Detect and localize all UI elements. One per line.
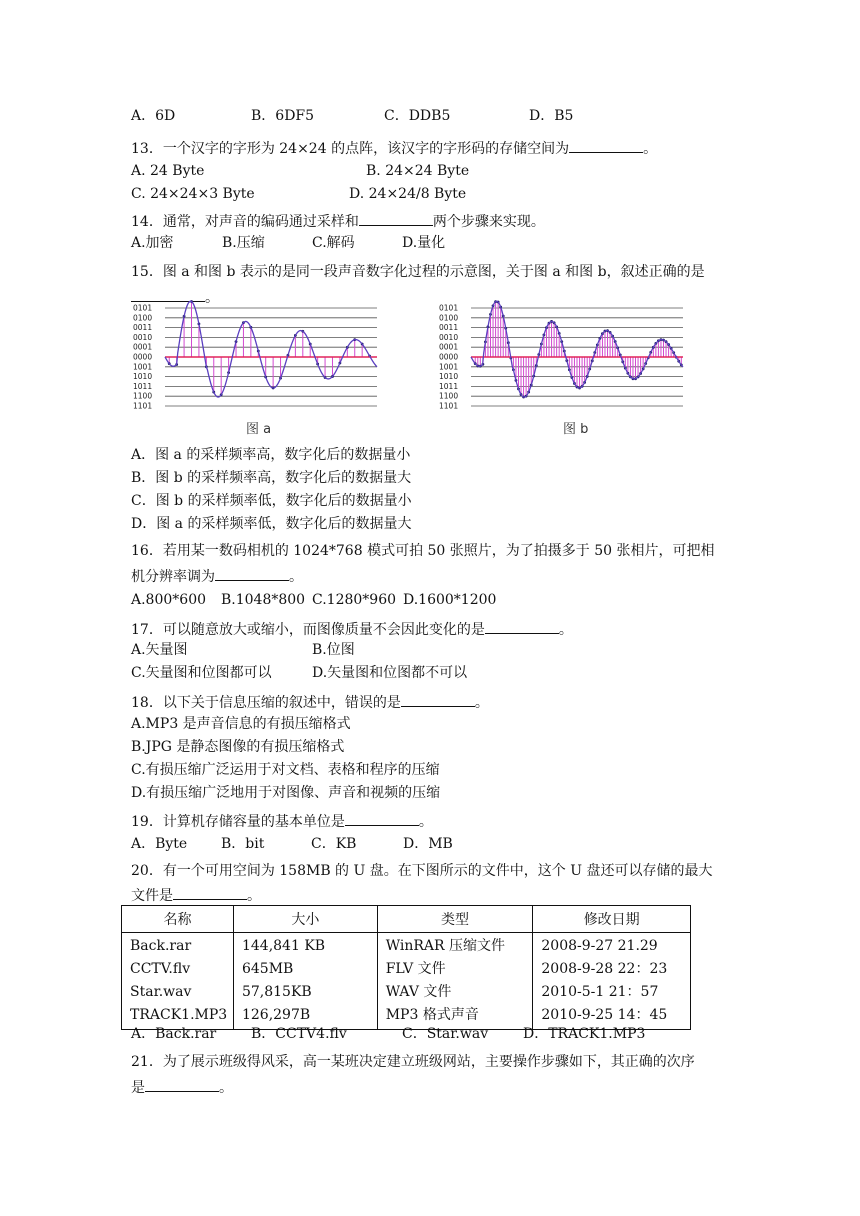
- y-tick-label: 0001: [133, 342, 153, 352]
- q18-stem: [131, 692, 489, 712]
- figure-a-caption: 图 a: [246, 422, 272, 437]
- q17-answer-blank: [485, 619, 559, 634]
- y-tick-label: 0100: [133, 313, 153, 323]
- q18-option-c: C.有损压缩广泛运用于对文档、表格和程序的压缩: [131, 762, 440, 778]
- q17-option-b: B.位图: [312, 642, 355, 658]
- y-tick-label: 0010: [439, 332, 459, 342]
- q19-stem: [131, 811, 433, 831]
- q14-stem-end: 两个步骤来实现。: [432, 214, 545, 230]
- q18-option-d: D.有损压缩广泛地用于对图像、声音和视频的压缩: [131, 785, 441, 801]
- y-tick-label: 0101: [439, 303, 459, 313]
- file-name: Back.rar: [122, 933, 234, 961]
- q16-stem-text: 机分辨率调为: [131, 569, 215, 585]
- q12-option-b: B．6DF5: [251, 108, 315, 124]
- q12-option-c: C．DDB5: [384, 108, 451, 124]
- q20-option-b: B．CCTV4.flv: [251, 1026, 347, 1042]
- q17-stem: [131, 619, 573, 639]
- y-tick-label: 1101: [133, 401, 153, 411]
- q13-stem: [131, 138, 657, 158]
- y-tick-label: 0010: [133, 332, 153, 342]
- q15-option-a: A．图 a 的采样频率高，数字化后的数据量小: [131, 447, 411, 463]
- q20-stem: 20．有一个可用空间为 158MB 的 U 盘。在下图所示的文件中，这个 U 盘还可以存储的最大: [131, 863, 713, 879]
- table-row: [122, 983, 691, 1006]
- q15-stem: 15．图 a 和图 b 表示的是同一段声音数字化过程的示意图，关于图 a 和图 b，叙述正确的是: [131, 264, 705, 280]
- waveform-figure-b: [437, 300, 689, 416]
- file-name: Star.wav: [122, 983, 234, 1006]
- file-size: 126,297B: [233, 1006, 377, 1030]
- q21-stem: 21．为了展示班级得风采，高一某班决定建立班级网站，主要操作步骤如下，其正确的次序: [131, 1054, 695, 1070]
- q13-option-d: D. 24×24/8 Byte: [349, 186, 467, 202]
- y-tick-label: 1010: [439, 372, 459, 382]
- file-list-table: [121, 905, 691, 1030]
- file-date: 2010-5-1 21：57: [533, 983, 691, 1006]
- y-tick-label: 1011: [439, 381, 459, 391]
- q21-answer-blank: [145, 1077, 219, 1092]
- file-name: TRACK1.MP3: [122, 1006, 234, 1030]
- column-header-size: 大小: [233, 906, 377, 933]
- q20-option-c: C．Star.wav: [402, 1026, 489, 1042]
- q20-stem-line2: [131, 885, 261, 905]
- q16-answer-blank: [215, 566, 289, 581]
- q19-answer-blank: [345, 811, 419, 826]
- q18-option-a: A.MP3 是声音信息的有损压缩格式: [131, 716, 351, 732]
- q17-option-a: A.矢量图: [131, 642, 188, 658]
- file-size: 645MB: [233, 960, 377, 983]
- q21-stem-line2: [131, 1077, 233, 1097]
- file-type: WAV 文件: [377, 983, 533, 1006]
- q16-option-b: B.1048*800: [221, 592, 306, 608]
- q17-stem-end: 。: [558, 622, 573, 638]
- q13-stem-text: 13．一个汉字的字形为 24×24 的点阵，该汉字的字形码的存储空间为: [131, 141, 570, 157]
- q16-stem: 16．若用某一数码相机的 1024*768 模式可拍 50 张照片，为了拍摄多于 50 张相片，可把相: [131, 543, 715, 559]
- y-tick-label: 0011: [439, 323, 459, 333]
- q13-option-a: A. 24 Byte: [131, 163, 205, 179]
- file-name: CCTV.flv: [122, 960, 234, 983]
- q16-stem-end: 。: [289, 569, 303, 585]
- q19-stem-text: 19．计算机存储容量的基本单位是: [131, 814, 345, 830]
- waveform-figure-a: [131, 300, 383, 416]
- y-tick-label: 1101: [439, 401, 459, 411]
- column-header-date: 修改日期: [533, 906, 691, 933]
- q16-option-c: C.1280*960: [312, 592, 397, 608]
- q20-stem-text: 文件是: [131, 888, 173, 904]
- y-tick-label: 0000: [133, 352, 153, 362]
- y-tick-label: 0101: [133, 303, 153, 313]
- y-tick-label: 1100: [439, 391, 459, 401]
- q13-option-c: C. 24×24×3 Byte: [131, 186, 255, 202]
- q19-option-b: B．bit: [221, 836, 265, 852]
- q21-stem-end: 。: [219, 1080, 233, 1096]
- q15-option-b: B．图 b 的采样频率高，数字化后的数据量大: [131, 470, 412, 486]
- q13-stem-end: 。: [643, 141, 658, 157]
- q14-stem: [131, 211, 545, 231]
- file-type: FLV 文件: [377, 960, 533, 983]
- q16-option-d: D.1600*1200: [403, 592, 497, 608]
- column-header-type: 类型: [377, 906, 533, 933]
- q13-option-b: B. 24×24 Byte: [366, 163, 470, 179]
- y-tick-label: 0100: [439, 313, 459, 323]
- table-row: [122, 933, 691, 961]
- q15-option-c: C．图 b 的采样频率低，数字化后的数据量小: [131, 493, 412, 509]
- file-type: WinRAR 压缩文件: [377, 933, 533, 961]
- q14-option-b: B.压缩: [222, 235, 265, 251]
- q18-answer-blank: [401, 692, 475, 707]
- file-date: 2008-9-27 21.29: [533, 933, 691, 961]
- table-header-row: [122, 906, 691, 933]
- q20-option-d: D．TRACK1.MP3: [523, 1026, 646, 1042]
- q12-option-d: D．B5: [529, 108, 574, 124]
- q14-stem-text: 14．通常，对声音的编码通过采样和: [131, 214, 359, 230]
- q15-stem-end: 。: [205, 290, 219, 306]
- q19-option-a: A．Byte: [131, 836, 188, 852]
- q14-option-a: A.加密: [131, 235, 174, 251]
- y-tick-label: 0011: [133, 323, 153, 333]
- y-tick-label: 0000: [439, 352, 459, 362]
- q18-option-b: B.JPG 是静态图像的有损压缩格式: [131, 739, 345, 755]
- y-tick-label: 1100: [133, 391, 153, 401]
- q17-option-c: C.矢量图和位图都可以: [131, 665, 272, 681]
- y-tick-label: 1010: [133, 372, 153, 382]
- q17-option-d: D.矢量图和位图都不可以: [312, 665, 468, 681]
- q19-option-c: C．KB: [311, 836, 357, 852]
- q20-stem-end: 。: [247, 888, 261, 904]
- y-tick-label: 0001: [439, 342, 459, 352]
- file-date: 2010-9-25 14：45: [533, 1006, 691, 1030]
- file-size: 144,841 KB: [233, 933, 377, 961]
- q19-stem-end: 。: [418, 814, 433, 830]
- q19-option-d: D．MB: [403, 836, 453, 852]
- file-size: 57,815KB: [233, 983, 377, 1006]
- q15-option-d: D．图 a 的采样频率低，数字化后的数据量大: [131, 516, 412, 532]
- q18-stem-end: 。: [474, 695, 489, 711]
- table-row: [122, 960, 691, 983]
- q13-answer-blank: [569, 138, 643, 153]
- q14-option-d: D.量化: [402, 235, 446, 251]
- q21-stem-text: 是: [131, 1080, 145, 1096]
- q14-answer-blank: [359, 211, 433, 226]
- file-type: MP3 格式声音: [377, 1006, 533, 1030]
- y-tick-label: 1011: [133, 381, 153, 391]
- q18-stem-text: 18．以下关于信息压缩的叙述中，错误的是: [131, 695, 401, 711]
- q16-option-a: A.800*600: [131, 592, 207, 608]
- figure-b-caption: 图 b: [563, 422, 589, 437]
- column-header-name: 名称: [122, 906, 234, 933]
- y-tick-label: 1001: [133, 362, 153, 372]
- q12-option-a: A．6D: [131, 108, 176, 124]
- q17-stem-text: 17．可以随意放大或缩小，而图像质量不会因此变化的是: [131, 622, 485, 638]
- q14-option-c: C.解码: [312, 235, 355, 251]
- q20-answer-blank: [173, 885, 247, 900]
- q20-option-a: A．Back.rar: [131, 1026, 217, 1042]
- wave-curve: [165, 301, 377, 397]
- y-tick-label: 1001: [439, 362, 459, 372]
- file-date: 2008-9-28 22：23: [533, 960, 691, 983]
- q16-stem-line2: [131, 566, 303, 586]
